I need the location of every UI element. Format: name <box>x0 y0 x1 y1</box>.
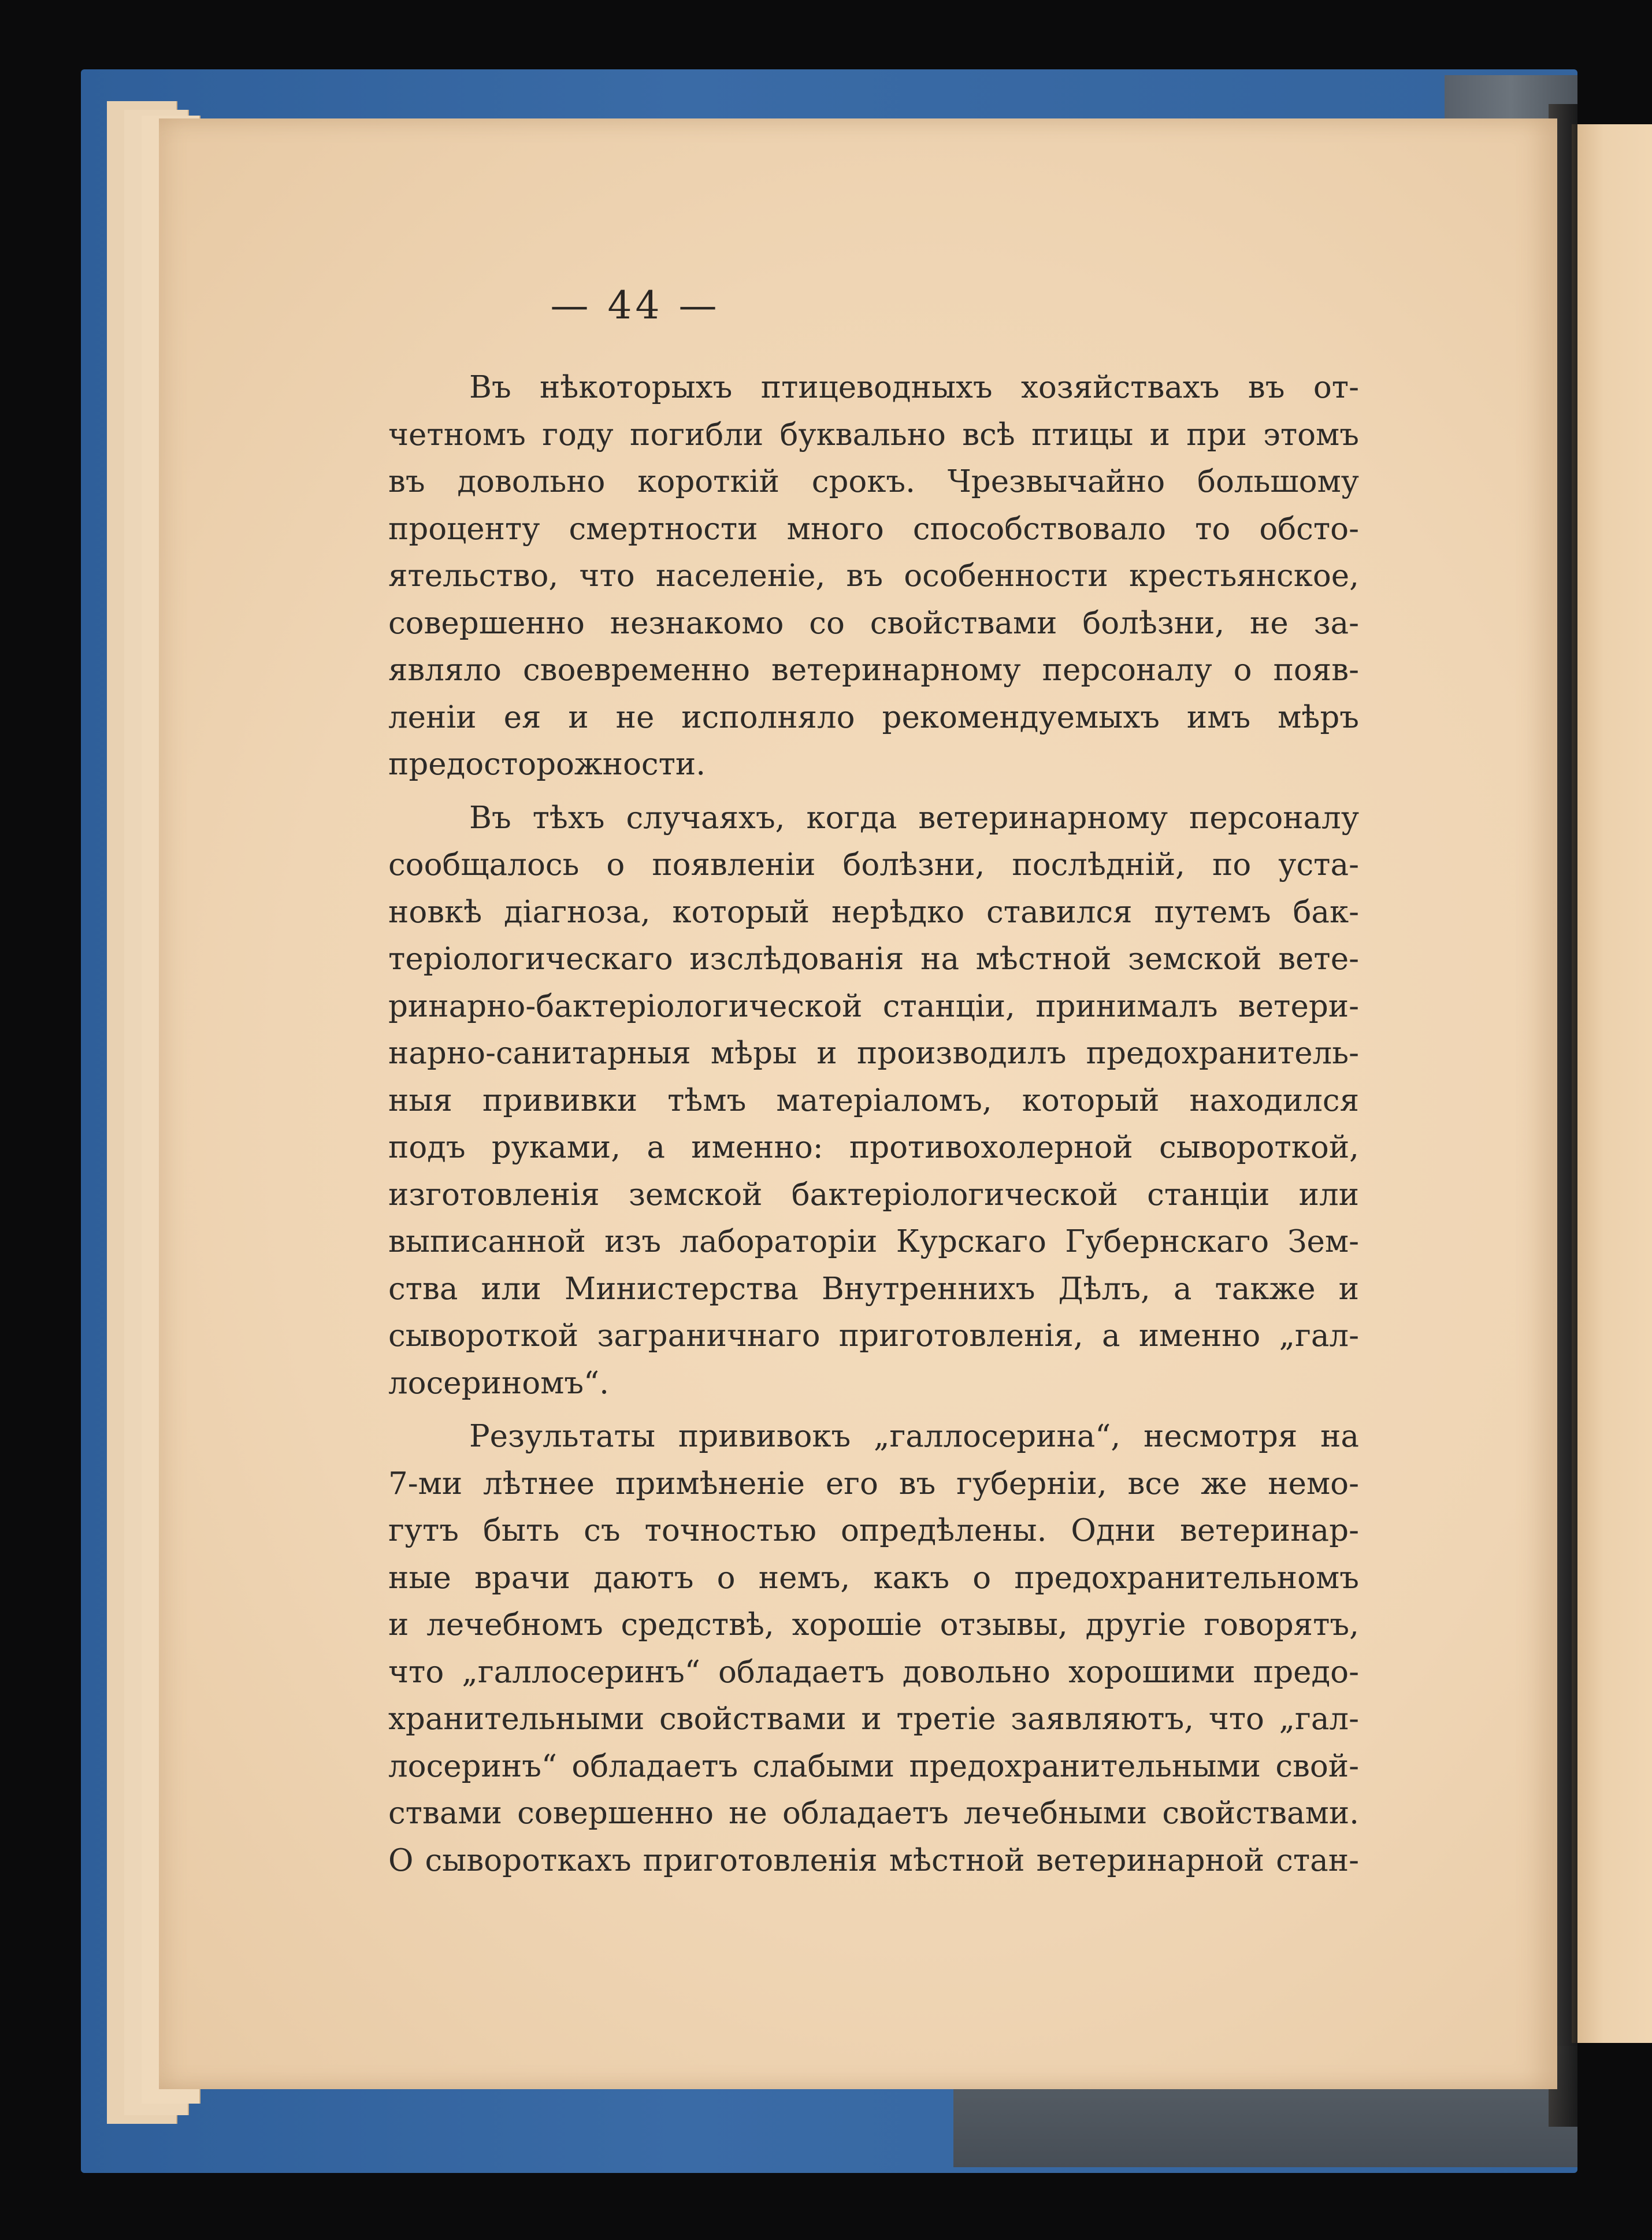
paragraph <box>388 795 1359 1407</box>
text-line: лосериномъ“. <box>388 1365 609 1401</box>
text-line: проценту смертности много способствовало то обсто- <box>388 511 1359 547</box>
text-line: 7-ми лѣтнее примѣненіе его въ губерніи, все же немо- <box>388 1466 1359 1501</box>
text-line: ствами совершенно не обладаетъ лечебными свойствами. <box>388 1796 1359 1831</box>
text-line: являло своевременно ветеринарному персоналу о появ- <box>388 652 1359 688</box>
text-line: сывороткой заграничнаго приготовленія, а именно „гал- <box>388 1318 1359 1353</box>
text-line: ринарно-бактеріологической станціи, принималъ ветери- <box>388 988 1359 1024</box>
text-line: ятельство, что населеніе, въ особенности крестьянское, <box>388 558 1359 594</box>
text-line: лосеринъ“ обладаетъ слабыми предохранительными свой- <box>388 1748 1359 1784</box>
text-line: ные врачи даютъ о немъ, какъ о предохранительномъ <box>388 1560 1359 1596</box>
text-line: ныя прививки тѣмъ матеріаломъ, который находился <box>388 1082 1359 1118</box>
text-line: предосторожности. <box>388 747 706 782</box>
text-line: совершенно незнакомо со свойствами болѣзни, не за- <box>388 605 1359 641</box>
text-line: Результаты прививокъ „галлосерина“, несмотря на <box>469 1419 1359 1454</box>
text-line: Въ нѣкоторыхъ птицеводныхъ хозяйствахъ въ от- <box>469 370 1359 405</box>
text-line: хранительными свойствами и третіе заявляютъ, что „гал- <box>388 1701 1359 1737</box>
text-line: четномъ году погибли буквально всѣ птицы и при этомъ <box>388 417 1359 453</box>
page-number: — 44 — <box>550 283 721 328</box>
text-line: и лечебномъ средствѣ, хорошіе отзывы, другіе говорятъ, <box>388 1607 1359 1642</box>
text-line: нарно-санитарныя мѣры и производилъ предохранитель- <box>388 1036 1359 1071</box>
text-line: ства или Министерства Внутреннихъ Дѣлъ, а также и <box>388 1271 1359 1307</box>
paragraph <box>388 364 1359 788</box>
text-line: гутъ быть съ точностью опредѣлены. Одни ветеринар- <box>388 1513 1359 1548</box>
text-line: что „галлосеринъ“ обладаетъ довольно хорошими предо- <box>388 1654 1359 1690</box>
text-line: Въ тѣхъ случаяхъ, когда ветеринарному персоналу <box>469 800 1359 836</box>
text-line: изготовленія земской бактеріологической станціи или <box>388 1177 1359 1212</box>
text-line: новкѣ діагноза, который нерѣдко ставился путемъ бак- <box>388 894 1359 930</box>
adjacent-page-strip <box>1572 124 1652 2043</box>
text-line: выписанной изъ лабораторіи Курскаго Губернскаго Зем- <box>388 1224 1359 1259</box>
text-line: теріологическаго изслѣдованія на мѣстной земской вете- <box>388 941 1359 977</box>
paragraph <box>388 1413 1359 1884</box>
text-line: леніи ея и не исполняло рекомендуемыхъ имъ мѣръ <box>388 699 1359 735</box>
page-body-text <box>388 364 1359 1890</box>
text-line: подъ руками, а именно: противохолерной сывороткой, <box>388 1130 1359 1165</box>
text-line: сообщалось о появленіи болѣзни, послѣдній, по уста- <box>388 847 1359 882</box>
text-line: О сывороткахъ приготовленія мѣстной ветеринарной стан- <box>388 1842 1359 1878</box>
text-line: въ довольно короткій срокъ. Чрезвычайно большому <box>388 464 1359 499</box>
